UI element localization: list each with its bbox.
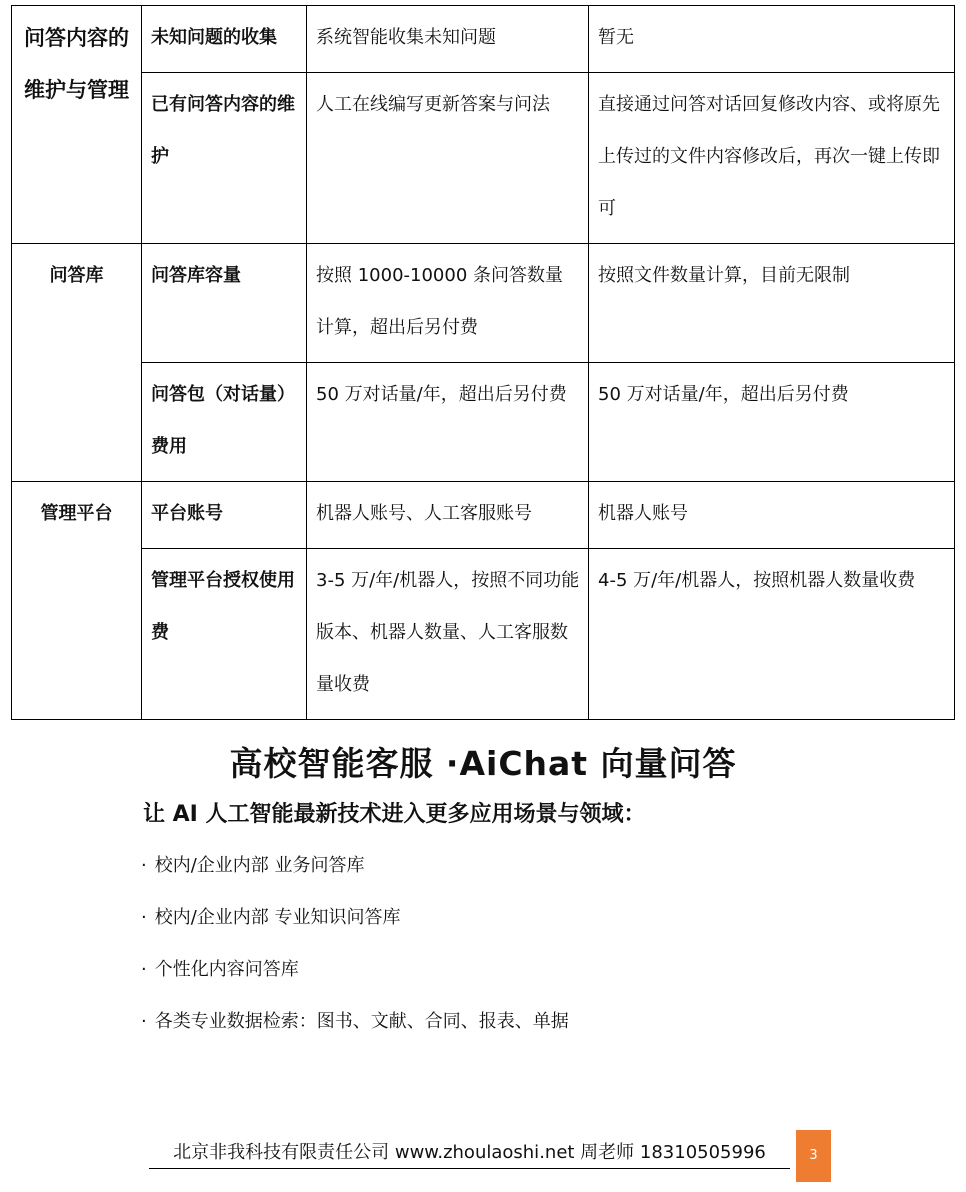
cell-col-b: 50 万对话量/年，超出后另付费 — [589, 363, 955, 482]
bullet-marker: · — [141, 907, 147, 928]
page-number-badge: 3 — [796, 1130, 831, 1182]
cell-col-a: 机器人账号、人工客服账号 — [307, 482, 589, 549]
section-title: 高校智能客服 ·AiChat 向量问答 — [229, 744, 737, 783]
list-item — [141, 952, 569, 1004]
group-label-qa-library: 问答库 — [12, 244, 142, 482]
table-row — [12, 244, 955, 363]
cell-col-a: 系统智能收集未知问题 — [307, 6, 589, 73]
item-platform-account: 平台账号 — [142, 482, 307, 549]
bullet-marker: · — [141, 855, 147, 876]
cell-col-b: 暂无 — [589, 6, 955, 73]
item-library-capacity: 问答库容量 — [142, 244, 307, 363]
group-label-maintenance: 问答内容的维护与管理 — [12, 6, 142, 244]
cell-col-a: 按照 1000-10000 条问答数量计算，超出后另付费 — [307, 244, 589, 363]
list-item — [141, 1004, 569, 1056]
bullet-marker: · — [141, 959, 147, 980]
table-row — [12, 73, 955, 244]
cell-col-b: 按照文件数量计算，目前无限制 — [589, 244, 955, 363]
cell-col-b: 直接通过问答对话回复修改内容、或将原先上传过的文件内容修改后，再次一键上传即可 — [589, 73, 955, 244]
item-license-fee: 管理平台授权使用费 — [142, 549, 307, 720]
list-item-text: 校内/企业内部 专业知识问答库 — [154, 907, 401, 928]
group-label-management-platform: 管理平台 — [12, 482, 142, 720]
bullet-list — [141, 848, 569, 1056]
cell-col-b: 机器人账号 — [589, 482, 955, 549]
list-item-text: 个性化内容问答库 — [154, 959, 299, 980]
section-subtitle: 让 AI 人工智能最新技术进入更多应用场景与领域： — [143, 802, 646, 827]
list-item-text: 校内/企业内部 业务问答库 — [154, 855, 365, 876]
bullet-marker: · — [141, 1011, 147, 1032]
cell-col-b: 4-5 万/年/机器人，按照机器人数量收费 — [589, 549, 955, 720]
item-unknown-question-collection: 未知问题的收集 — [142, 6, 307, 73]
cell-col-a: 3-5 万/年/机器人，按照不同功能版本、机器人数量、人工客服数量收费 — [307, 549, 589, 720]
cell-col-a: 50 万对话量/年，超出后另付费 — [307, 363, 589, 482]
cell-col-a: 人工在线编写更新答案与问法 — [307, 73, 589, 244]
item-package-fee: 问答包（对话量）费用 — [142, 363, 307, 482]
item-existing-qa-maintenance: 已有问答内容的维护 — [142, 73, 307, 244]
list-item — [141, 900, 569, 952]
table-row — [12, 482, 955, 549]
list-item — [141, 848, 569, 900]
table-row — [12, 363, 955, 482]
table-row — [12, 6, 955, 73]
page-footer: 北京非我科技有限责任公司 www.zhoulaoshi.net 周老师 18310505996 — [149, 1138, 790, 1169]
list-item-text: 各类专业数据检索：图书、文献、合同、报表、单据 — [154, 1011, 569, 1032]
comparison-table — [11, 5, 955, 720]
table-row — [12, 549, 955, 720]
